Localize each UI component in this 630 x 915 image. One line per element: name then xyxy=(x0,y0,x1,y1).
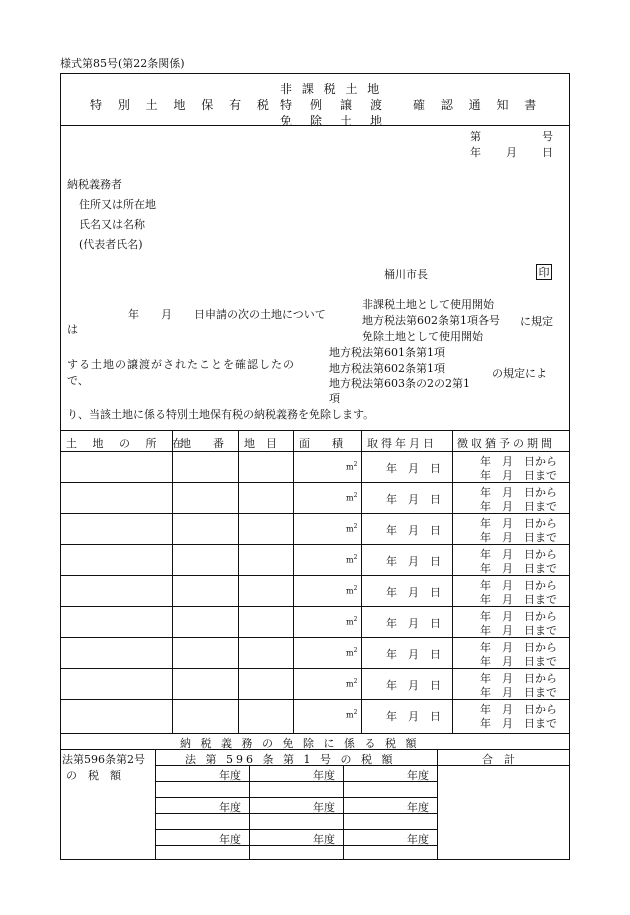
period-from-cell: 年 月 日から xyxy=(480,672,557,685)
fiscal-year-cell: 年度 xyxy=(313,833,335,846)
tax-grid-line xyxy=(155,829,437,830)
table-header-line xyxy=(60,451,570,452)
tax-section-top xyxy=(60,733,570,734)
period-from-cell: 年 月 日から xyxy=(480,455,557,468)
header-acquisition-date: 取得年月日 xyxy=(367,437,437,450)
area-unit: $m^2$ xyxy=(346,492,358,503)
body-p2-option-4: 項 xyxy=(329,392,340,405)
period-to-cell: 年 月 日まで xyxy=(480,593,557,606)
period-from-cell: 年 月 日から xyxy=(480,486,557,499)
table-col-line xyxy=(293,430,294,733)
table-col-line xyxy=(238,430,239,733)
title-middle-2: 特 例 譲 渡 xyxy=(280,98,386,112)
fiscal-year-cell: 年度 xyxy=(407,769,429,782)
body-p2-post: の規定によ xyxy=(492,367,547,380)
tax-grid-line xyxy=(155,845,437,846)
period-from-cell: 年 月 日から xyxy=(480,579,557,592)
area-unit: $m^2$ xyxy=(346,709,358,720)
period-to-cell: 年 月 日まで xyxy=(480,500,557,513)
header-area: 面 積 xyxy=(299,437,343,450)
period-to-cell: 年 月 日まで xyxy=(480,717,557,730)
area-unit: $m^2$ xyxy=(346,678,358,689)
mayor-name: 桶川市長 xyxy=(384,268,428,281)
body-p2-option-1: 地方税法第601条第1項 xyxy=(329,346,445,359)
acquisition-date-cell: 年 月 日 xyxy=(386,493,441,506)
table-row-line xyxy=(60,699,570,700)
period-from-cell: 年 月 日から xyxy=(480,517,557,530)
period-to-cell: 年 月 日まで xyxy=(480,562,557,575)
period-to-cell: 年 月 日まで xyxy=(480,531,557,544)
tax-grid-col xyxy=(249,765,250,860)
taxpayer-address-label: 住所又は所在地 xyxy=(79,198,156,211)
acquisition-date-cell: 年 月 日 xyxy=(386,710,441,723)
body-p1-wa: は xyxy=(67,323,78,336)
table-row-line xyxy=(60,482,570,483)
title-left: 特 別 土 地 保 有 税 xyxy=(90,98,275,112)
body-p2-pre-2: で、 xyxy=(67,374,89,387)
table-row-line xyxy=(60,544,570,545)
tax-left-split xyxy=(60,749,173,750)
tax-grid-line xyxy=(155,797,437,798)
period-to-cell: 年 月 日まで xyxy=(480,686,557,699)
title-middle-3: 免 除 土 地 xyxy=(280,114,386,128)
header-land-category: 地 目 xyxy=(244,437,277,450)
table-row-line xyxy=(60,637,570,638)
tax-left-label-2: の 税 額 xyxy=(66,769,121,782)
fiscal-year-cell: 年度 xyxy=(407,833,429,846)
acquisition-date-cell: 年 月 日 xyxy=(386,648,441,661)
period-from-cell: 年 月 日から xyxy=(480,703,557,716)
number-dai: 第 xyxy=(470,130,481,143)
tax-header-bottom xyxy=(155,765,570,766)
fiscal-year-cell: 年度 xyxy=(407,801,429,814)
acquisition-date-cell: 年 月 日 xyxy=(386,617,441,630)
period-to-cell: 年 月 日まで xyxy=(480,624,557,637)
area-unit: $m^2$ xyxy=(346,616,358,627)
period-to-cell: 年 月 日まで xyxy=(480,655,557,668)
table-row-line xyxy=(60,513,570,514)
header-lot-number: 地 番 xyxy=(180,437,224,450)
body-p1-option-3: 免除土地として使用開始 xyxy=(362,330,483,343)
acquisition-date-cell: 年 月 日 xyxy=(386,586,441,599)
header-location: 土 地 の 所 在 xyxy=(66,437,189,450)
body-p2-option-3: 地方税法第603条の2の2第1 xyxy=(329,377,470,390)
area-unit: $m^2$ xyxy=(346,523,358,534)
table-col-line xyxy=(452,430,453,733)
table-row-line xyxy=(60,575,570,576)
area-unit: $m^2$ xyxy=(346,585,358,596)
acquisition-date-cell: 年 月 日 xyxy=(386,524,441,537)
table-row-line xyxy=(60,606,570,607)
taxpayer-heading: 納税義務者 xyxy=(67,178,122,191)
fiscal-year-cell: 年度 xyxy=(313,801,335,814)
fiscal-year-cell: 年度 xyxy=(219,833,241,846)
header-deferral-period: 徴収猶予の期間 xyxy=(457,437,555,450)
period-from-cell: 年 月 日から xyxy=(480,548,557,561)
tax-grid-col xyxy=(343,765,344,860)
title-middle-1: 非 課 税 土 地 xyxy=(280,82,383,96)
body-p1-post: に規定 xyxy=(520,315,553,328)
acquisition-date-cell: 年 月 日 xyxy=(386,462,441,475)
tax-mid-header: 法 第 596 条 第 1 号 の 税 額 xyxy=(185,753,396,766)
taxpayer-rep-label: (代表者氏名) xyxy=(79,238,143,251)
taxpayer-name-label: 氏名又は名称 xyxy=(79,218,145,231)
tax-right-header: 合 計 xyxy=(482,753,515,766)
period-to-cell: 年 月 日まで xyxy=(480,469,557,482)
body-p2-option-2: 地方税法第602条第1項 xyxy=(329,362,445,375)
tax-grid-line xyxy=(155,781,437,782)
body-p1-option-1: 非課税土地として使用開始 xyxy=(362,298,494,311)
tax-section-title: 納 税 義 務 の 免 除 に 係 る 税 額 xyxy=(180,737,420,750)
fiscal-year-cell: 年度 xyxy=(219,801,241,814)
body-p1-pre: 年 月 日申請の次の土地について xyxy=(128,308,326,321)
body-p2-pre-1: する土地の譲渡がされたことを確認したの xyxy=(67,358,295,371)
period-from-cell: 年 月 日から xyxy=(480,641,557,654)
form-label: 様式第85号(第22条関係) xyxy=(60,57,185,70)
fiscal-year-cell: 年度 xyxy=(313,769,335,782)
title-right: 確 認 通 知 書 xyxy=(413,98,543,112)
fiscal-year-cell: 年度 xyxy=(219,769,241,782)
table-row-line xyxy=(60,668,570,669)
period-from-cell: 年 月 日から xyxy=(480,610,557,623)
tax-section-title-bottom xyxy=(173,749,570,750)
area-unit: $m^2$ xyxy=(346,647,358,658)
tax-grid-line xyxy=(155,813,437,814)
table-top-line xyxy=(60,430,570,431)
body-p1-option-2: 地方税法第602条第1項各号 xyxy=(362,314,500,327)
table-col-line xyxy=(172,430,173,733)
date-month: 月 xyxy=(506,146,517,159)
area-unit: $m^2$ xyxy=(346,461,358,472)
date-year: 年 xyxy=(470,146,481,159)
title-divider xyxy=(60,125,570,126)
area-unit: $m^2$ xyxy=(346,554,358,565)
seal-mark: 印 xyxy=(536,264,552,280)
date-day: 日 xyxy=(542,146,553,159)
number-go: 号 xyxy=(542,130,553,143)
body-p3: り、当該土地に係る特別土地保有税の納税義務を免除します。 xyxy=(67,408,375,421)
acquisition-date-cell: 年 月 日 xyxy=(386,555,441,568)
table-col-line xyxy=(361,430,362,733)
tax-left-label-1: 法第596条第2号 xyxy=(62,753,145,766)
acquisition-date-cell: 年 月 日 xyxy=(386,679,441,692)
